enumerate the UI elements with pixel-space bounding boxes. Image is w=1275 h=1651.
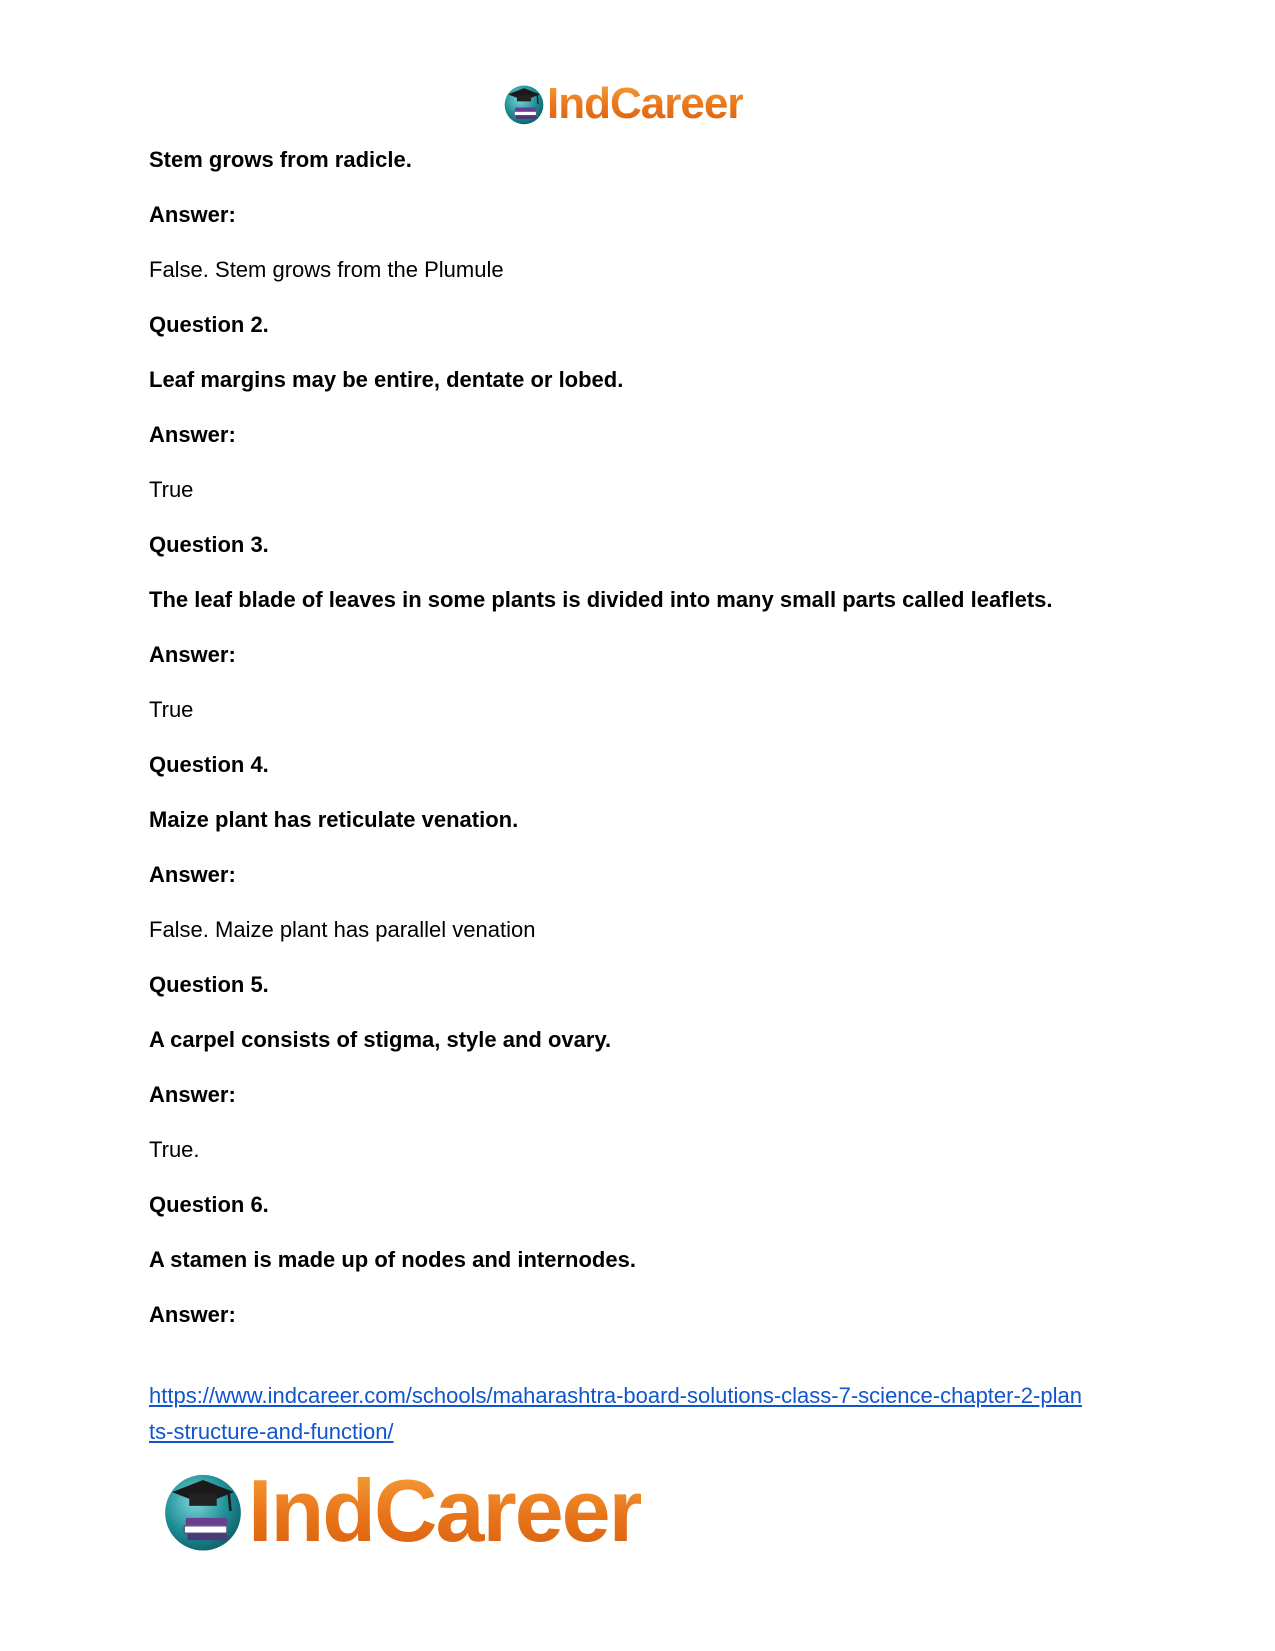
answer-label: Answer: — [149, 862, 236, 887]
source-link-line-1: https://www.indcareer.com/schools/maharashtra-board-solutions-class-7-science-chapter-2-plan — [149, 1383, 1082, 1408]
question-number: Question 5. — [149, 972, 269, 997]
answer-label: Answer: — [149, 422, 236, 447]
question-statement: Leaf margins may be entire, dentate or lobed. — [149, 367, 624, 392]
header-logo — [502, 78, 743, 130]
question-number: Question 4. — [149, 752, 269, 777]
footer-logo-text: IndCareer — [248, 1461, 641, 1560]
answer-label: Answer: — [149, 1082, 236, 1107]
question-statement: A stamen is made up of nodes and internodes. — [149, 1247, 636, 1272]
answer-text: False. Maize plant has parallel venation — [149, 917, 536, 942]
question-statement: The leaf blade of leaves in some plants is divided into many small parts called leaflets. — [149, 587, 1053, 612]
question-number: Question 2. — [149, 312, 269, 337]
footer-logo — [160, 1461, 641, 1560]
source-link-block — [149, 1378, 1129, 1450]
graduation-cap-books-icon — [502, 82, 546, 126]
header-logo-text: IndCareer — [547, 79, 744, 128]
source-link[interactable] — [149, 1383, 1082, 1444]
question-number: Question 3. — [149, 532, 269, 557]
answer-label: Answer: — [149, 1302, 236, 1327]
source-link-line-2: ts-structure-and-function/ — [149, 1419, 394, 1444]
question-statement: Stem grows from radicle. — [149, 147, 412, 172]
answer-text: False. Stem grows from the Plumule — [149, 257, 504, 282]
document-body — [149, 145, 1129, 1355]
answer-label: Answer: — [149, 202, 236, 227]
answer-text: True — [149, 477, 194, 502]
answer-label: Answer: — [149, 642, 236, 667]
question-statement: A carpel consists of stigma, style and ovary. — [149, 1027, 612, 1052]
answer-text: True — [149, 697, 194, 722]
question-statement: Maize plant has reticulate venation. — [149, 807, 519, 832]
answer-text: True. — [149, 1137, 200, 1162]
graduation-cap-books-icon — [160, 1468, 246, 1554]
question-number: Question 6. — [149, 1192, 269, 1217]
